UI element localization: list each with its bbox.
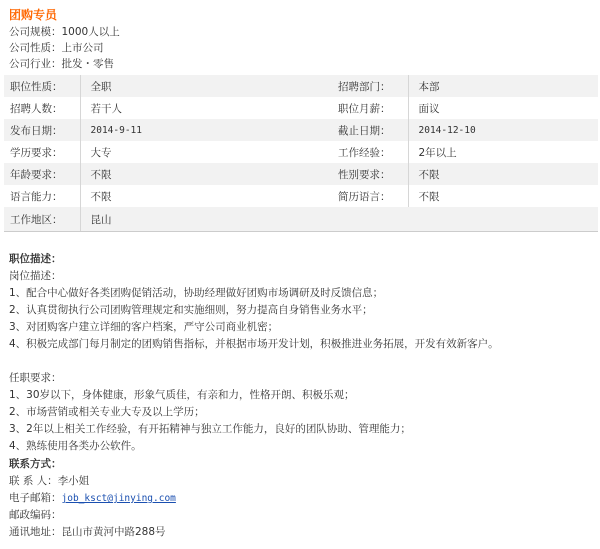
detail-row	[4, 207, 598, 232]
requirement-heading: 任职要求：	[9, 372, 62, 384]
contact-postcode	[9, 507, 176, 524]
contact-postcode-label: 邮政编码：	[9, 509, 62, 521]
detail-label: 学历要求：	[4, 141, 80, 163]
detail-label: 性别要求：	[332, 163, 408, 185]
detail-value: 2014-9-11	[80, 119, 332, 141]
contact-address-value: 昆山市黄河中路288号	[61, 526, 166, 538]
detail-value: 2年以上	[408, 141, 598, 163]
requirement-item: 3、2年以上相关工作经验，有开拓精神与独立工作能力，良好的团队协助、管理能力；	[9, 423, 411, 435]
job-detail-table	[4, 75, 598, 232]
contact-person	[9, 473, 176, 490]
company-nature: 公司性质：上市公司	[9, 42, 104, 54]
company-scale: 公司规模：1000人以上	[9, 26, 120, 38]
detail-value: 2014-12-10	[408, 119, 598, 141]
contact-address-label: 通讯地址：	[9, 526, 62, 538]
detail-value: 全职	[80, 75, 332, 97]
detail-label: 招聘人数：	[4, 97, 80, 119]
requirement-item: 4、熟练使用各类办公软件。	[9, 440, 142, 452]
company-info	[9, 24, 120, 72]
requirement-item: 2、市场营销或相关专业大专及以上学历；	[9, 406, 205, 418]
detail-row	[4, 185, 598, 207]
detail-label: 工作地区：	[4, 207, 80, 232]
detail-value: 本部	[408, 75, 598, 97]
detail-row	[4, 75, 598, 97]
duty-item: 2、认真贯彻执行公司团购管理规定和实施细则，努力提高自身销售业务水平；	[9, 304, 373, 316]
detail-label: 年龄要求：	[4, 163, 80, 185]
job-title: 团购专员	[9, 8, 58, 22]
detail-value: 不限	[80, 163, 332, 185]
duty-item: 1、配合中心做好各类团购促销活动，协助经理做好团购市场调研及时反馈信息；	[9, 287, 384, 299]
contact-section	[9, 456, 176, 541]
detail-value: 不限	[80, 185, 332, 207]
job-description	[9, 251, 499, 455]
detail-value: 不限	[408, 163, 598, 185]
duty-item: 4、积极完成部门每月制定的团购销售指标，并根据市场开发计划，积极推进业务拓展，开发有效新客户。	[9, 338, 499, 350]
detail-row	[4, 141, 598, 163]
duty-heading: 岗位描述：	[9, 270, 62, 282]
detail-value: 面议	[408, 97, 598, 119]
detail-value: 昆山	[80, 207, 598, 232]
detail-label: 语言能力：	[4, 185, 80, 207]
detail-value: 若干人	[80, 97, 332, 119]
detail-label: 简历语言：	[332, 185, 408, 207]
detail-row	[4, 119, 598, 141]
contact-address	[9, 524, 176, 541]
company-industry: 公司行业：批发・零售	[9, 58, 114, 70]
detail-row	[4, 97, 598, 119]
contact-email	[9, 490, 176, 507]
detail-label: 工作经验：	[332, 141, 408, 163]
duty-item: 3、对团购客户建立详细的客户档案，严守公司商业机密；	[9, 321, 279, 333]
detail-label: 招聘部门：	[332, 75, 408, 97]
requirement-item: 1、30岁以下，身体健康，形象气质佳，有亲和力，性格开朗、积极乐观；	[9, 389, 355, 401]
contact-person-value: 李小姐	[57, 475, 90, 487]
detail-label: 发布日期：	[4, 119, 80, 141]
detail-row	[4, 163, 598, 185]
contact-person-label: 联 系 人：	[9, 475, 58, 487]
email-link[interactable]: job_ksct@jinying.com	[61, 493, 176, 504]
contact-email-label: 电子邮箱：	[9, 492, 62, 504]
contact-heading: 联系方式：	[9, 458, 62, 470]
detail-value: 不限	[408, 185, 598, 207]
detail-label: 职位月薪：	[332, 97, 408, 119]
description-heading: 职位描述：	[9, 253, 62, 265]
detail-value: 大专	[80, 141, 332, 163]
detail-label: 职位性质：	[4, 75, 80, 97]
detail-label: 截止日期：	[332, 119, 408, 141]
